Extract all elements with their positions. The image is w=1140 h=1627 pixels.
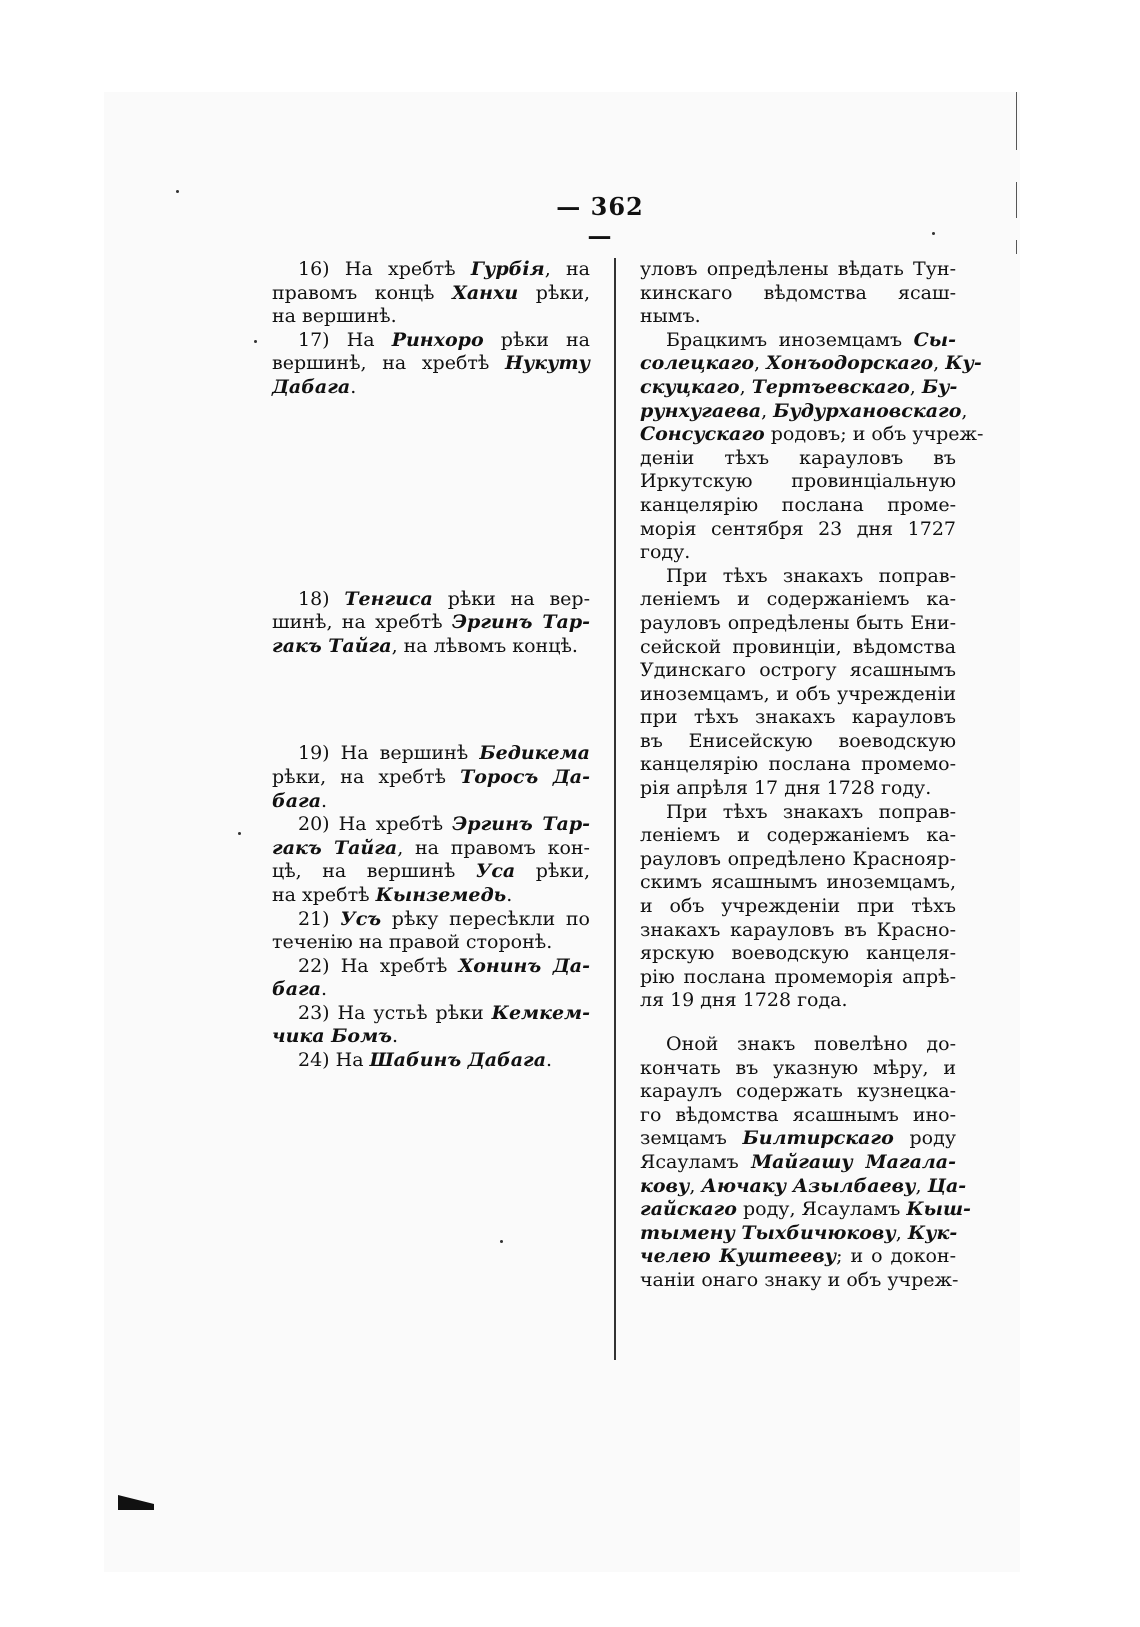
binding-edge-mark	[1016, 182, 1017, 218]
column-spacer	[272, 658, 590, 742]
text-line: уловъ опредѣлены вѣдать Тун-	[640, 258, 956, 280]
text-line: году.	[640, 541, 691, 564]
text-line: ля 19 дня 1728 года.	[640, 989, 848, 1012]
text-line: рауловъ опредѣлено Краснояр-	[640, 847, 956, 870]
text-line: гайскаго роду, Ясауламъ Кыш-	[640, 1198, 971, 1221]
scan-speck	[932, 232, 935, 235]
text-line: леніемъ и содержаніемъ ка-	[640, 824, 956, 847]
text-line: кончать въ указную мѣру, и	[640, 1056, 956, 1079]
left-entry	[272, 908, 590, 955]
left-entry	[272, 813, 590, 907]
text-line: гакъ Тайга, на лѣвомъ концѣ.	[272, 634, 578, 657]
text-line: 19) На вершинѣ Бедикема	[298, 742, 590, 765]
left-entry	[272, 955, 590, 1002]
text-line: знакахъ карауловъ въ Красно-	[640, 918, 956, 941]
left-column	[272, 258, 590, 1073]
text-line: солецкаго, Хонъодорскаго, Ку-	[640, 352, 982, 375]
text-line: ярскую воеводскую канцеля-	[640, 942, 956, 965]
scan-speck	[500, 1240, 503, 1243]
left-entry	[272, 1002, 590, 1049]
left-entry	[272, 588, 590, 659]
text-line: правомъ концѣ Ханхи рѣки,	[272, 281, 590, 304]
left-entry	[272, 258, 590, 329]
text-line: го вѣдомства ясашнымъ ино-	[640, 1103, 956, 1126]
right-paragraph	[640, 328, 984, 565]
text-line: въ Енисейскую воеводскую	[640, 729, 956, 752]
text-line: канцелярію послана проме-	[640, 493, 956, 516]
text-line: деніи тѣхъ карауловъ въ	[640, 446, 956, 469]
column-spacer	[640, 1013, 956, 1033]
left-entry	[272, 1049, 590, 1073]
text-line: 17) На Ринхоро рѣки на	[298, 328, 590, 351]
text-line: на вершинѣ.	[272, 305, 397, 328]
text-line: нымъ.	[640, 305, 701, 328]
text-line: Сонсускаго родовъ; и объ учреж-	[640, 423, 984, 446]
scan-speck	[238, 832, 241, 835]
right-paragraph	[640, 1033, 971, 1293]
column-spacer	[272, 400, 590, 588]
text-line: на хребтѣ Кынземедь.	[272, 883, 513, 906]
binding-edge-mark	[1016, 240, 1017, 254]
scan-speck	[254, 340, 257, 343]
left-entry	[272, 742, 590, 813]
text-line: бага.	[272, 789, 328, 812]
text-line: скуцкаго, Тертъевскаго, Бу-	[640, 375, 958, 398]
text-line: леніемъ и содержаніемъ ка-	[640, 588, 956, 611]
page-number: — 362 —	[556, 192, 644, 250]
text-line: кинскаго вѣдомства ясаш-	[640, 281, 956, 304]
text-line: и объ учрежденіи при тѣхъ	[640, 895, 956, 918]
text-line: 16) На хребтѣ Гурбія, на	[298, 258, 590, 280]
text-line: рунхугаева, Будурхановскаго	[640, 399, 962, 422]
column-divider	[614, 258, 616, 1360]
right-paragraph	[640, 565, 956, 801]
text-line: Иркутскую провинціальную	[640, 470, 956, 493]
left-entry	[272, 329, 590, 400]
text-line: Удинскаго острогу ясашнымъ	[640, 659, 956, 682]
text-line: чика Бомъ.	[272, 1025, 399, 1048]
text-line: 18) Тенгиса рѣки на вер-	[298, 587, 590, 610]
text-line: шинѣ, на хребтѣ Эргинъ Тар-	[272, 611, 590, 634]
text-line: При тѣхъ знакахъ поправ-	[666, 800, 956, 823]
text-line: иноземцамъ, и объ учрежденіи	[640, 682, 956, 705]
pointer-mark-icon	[118, 1495, 154, 1504]
text-line: рія апрѣля 17 дня 1728 году.	[640, 777, 932, 800]
text-line: При тѣхъ знакахъ поправ-	[666, 564, 956, 587]
text-line: челею Куштееву; и о докон-	[640, 1245, 956, 1268]
text-line: рауловъ опредѣлены быть Ени-	[640, 611, 956, 634]
text-line: канцелярію послана промемо-	[640, 753, 956, 776]
text-line: морія сентября 23 дня 1727	[640, 517, 956, 540]
text-line: 20) На хребтѣ Эргинъ Тар-	[298, 813, 590, 836]
text-line: гакъ Тайга, на правомъ кон-	[272, 836, 590, 859]
text-line: 22) На хребтѣ Хонинъ Да-	[298, 954, 591, 977]
text-line: Дабага.	[272, 375, 357, 398]
text-line: скимъ ясашнымъ иноземцамъ,	[640, 871, 956, 894]
right-paragraph	[640, 801, 956, 1013]
text-line: караулъ содержать кузнецка-	[640, 1080, 956, 1103]
text-line: земцамъ Билтирскаго роду	[640, 1127, 956, 1150]
text-line: рѣки, на хребтѣ Торосъ Да-	[272, 765, 590, 788]
right-column	[640, 258, 984, 1293]
scan-speck	[176, 190, 179, 193]
text-line: при тѣхъ знакахъ карауловъ	[640, 706, 956, 729]
text-line: 24) На Шабинъ Дабага.	[298, 1049, 553, 1072]
text-line: цѣ, на вершинѣ Уса рѣки,	[272, 860, 590, 883]
binding-edge-mark	[1016, 92, 1017, 150]
text-line: теченію на правой сторонѣ.	[272, 931, 553, 954]
text-line: 23) На устьѣ рѣки Кемкем-	[298, 1001, 590, 1024]
text-line: 21) Усъ рѣку пересѣкли по	[298, 907, 590, 930]
text-line: Брацкимъ иноземцамъ Сы-	[666, 328, 956, 351]
text-line: рію послана промеморія апрѣ-	[640, 965, 956, 988]
text-line: сейской провинціи, вѣдомства	[640, 635, 956, 658]
text-line: кову, Аючаку Азылбаеву, Ца-	[640, 1174, 967, 1197]
text-line: тымену Тыхбичюкову, Кук-	[640, 1221, 958, 1244]
text-line: чаніи онаго знаку и объ учреж-	[640, 1268, 959, 1291]
text-line: Оной знакъ повелѣно до-	[666, 1033, 956, 1055]
pointer-mark-base	[118, 1504, 154, 1510]
text-line: бага.	[272, 978, 328, 1001]
right-paragraph	[640, 258, 956, 329]
text-line: вершинѣ, на хребтѣ Нукуту	[272, 352, 590, 375]
text-line: Ясауламъ Майгашу Магала-	[640, 1150, 957, 1173]
